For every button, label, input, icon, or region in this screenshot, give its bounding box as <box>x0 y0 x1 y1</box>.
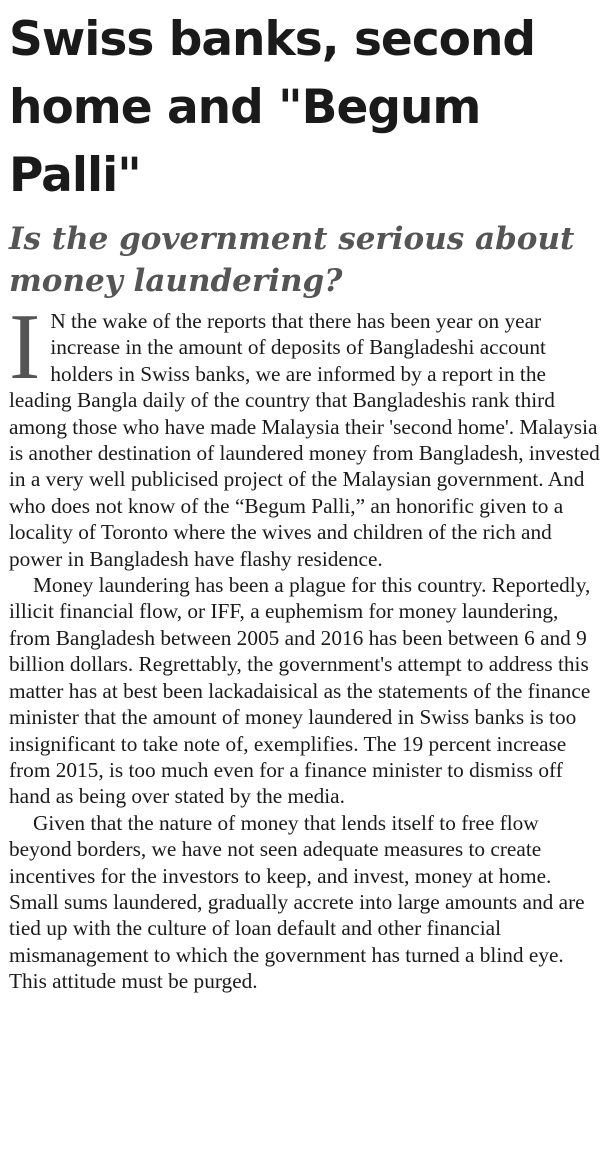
drop-cap: I <box>9 295 41 399</box>
editorial-article <box>9 0 601 995</box>
headline: Swiss banks, second home and "Begum Palli" <box>9 12 536 203</box>
article-body <box>9 295 601 995</box>
paragraph-3: Given that the nature of money that lends itself to free flow beyond borders, we have not seen adequate measures to create incentives for the investors to keep, and invest, money at home. Small sums laundered, gradually accrete into large amounts and are tied up with the culture of loan default and other financial mismanagement to which the government has turned a blind eye. This attitude must be purged. <box>9 810 585 994</box>
subheadline: Is the government serious about money laundering? <box>9 221 575 299</box>
paragraph-1-text: N the wake of the reports that there has been year on year increase in the amount of deposits of Bangladeshi account holders in Swiss banks, we are informed by a report in the leading Bangla daily of the country that Bangladeshis rank third among those who have made Malaysia their 'second home'. Malaysia is another destination of laundered money from Bangladesh, invested in a very well publicised project of the Malaysian government. And who does not know of the “Begum Palli,” an honorific given to a locality of Toronto where the wives and children of the rich and power in Bangladesh have flashy residence. <box>9 309 600 571</box>
paragraph-1 <box>9 295 601 572</box>
paragraph-2: Money laundering has been a plague for this country. Reportedly, illicit financial flow, or IFF, a euphemism for money laundering, from Bangladesh between 2005 and 2016 has been between 6 and 9 billion dollars. Regrettably, the government's attempt to address this matter has at best been lackadaisical as the statements of the finance minister that the amount of money laundered in Swiss banks is too insignificant to take note of, exemplifies. The 19 percent increase from 2015, is too much even for a finance minister to dismiss off hand as being over stated by the media. <box>9 573 591 809</box>
